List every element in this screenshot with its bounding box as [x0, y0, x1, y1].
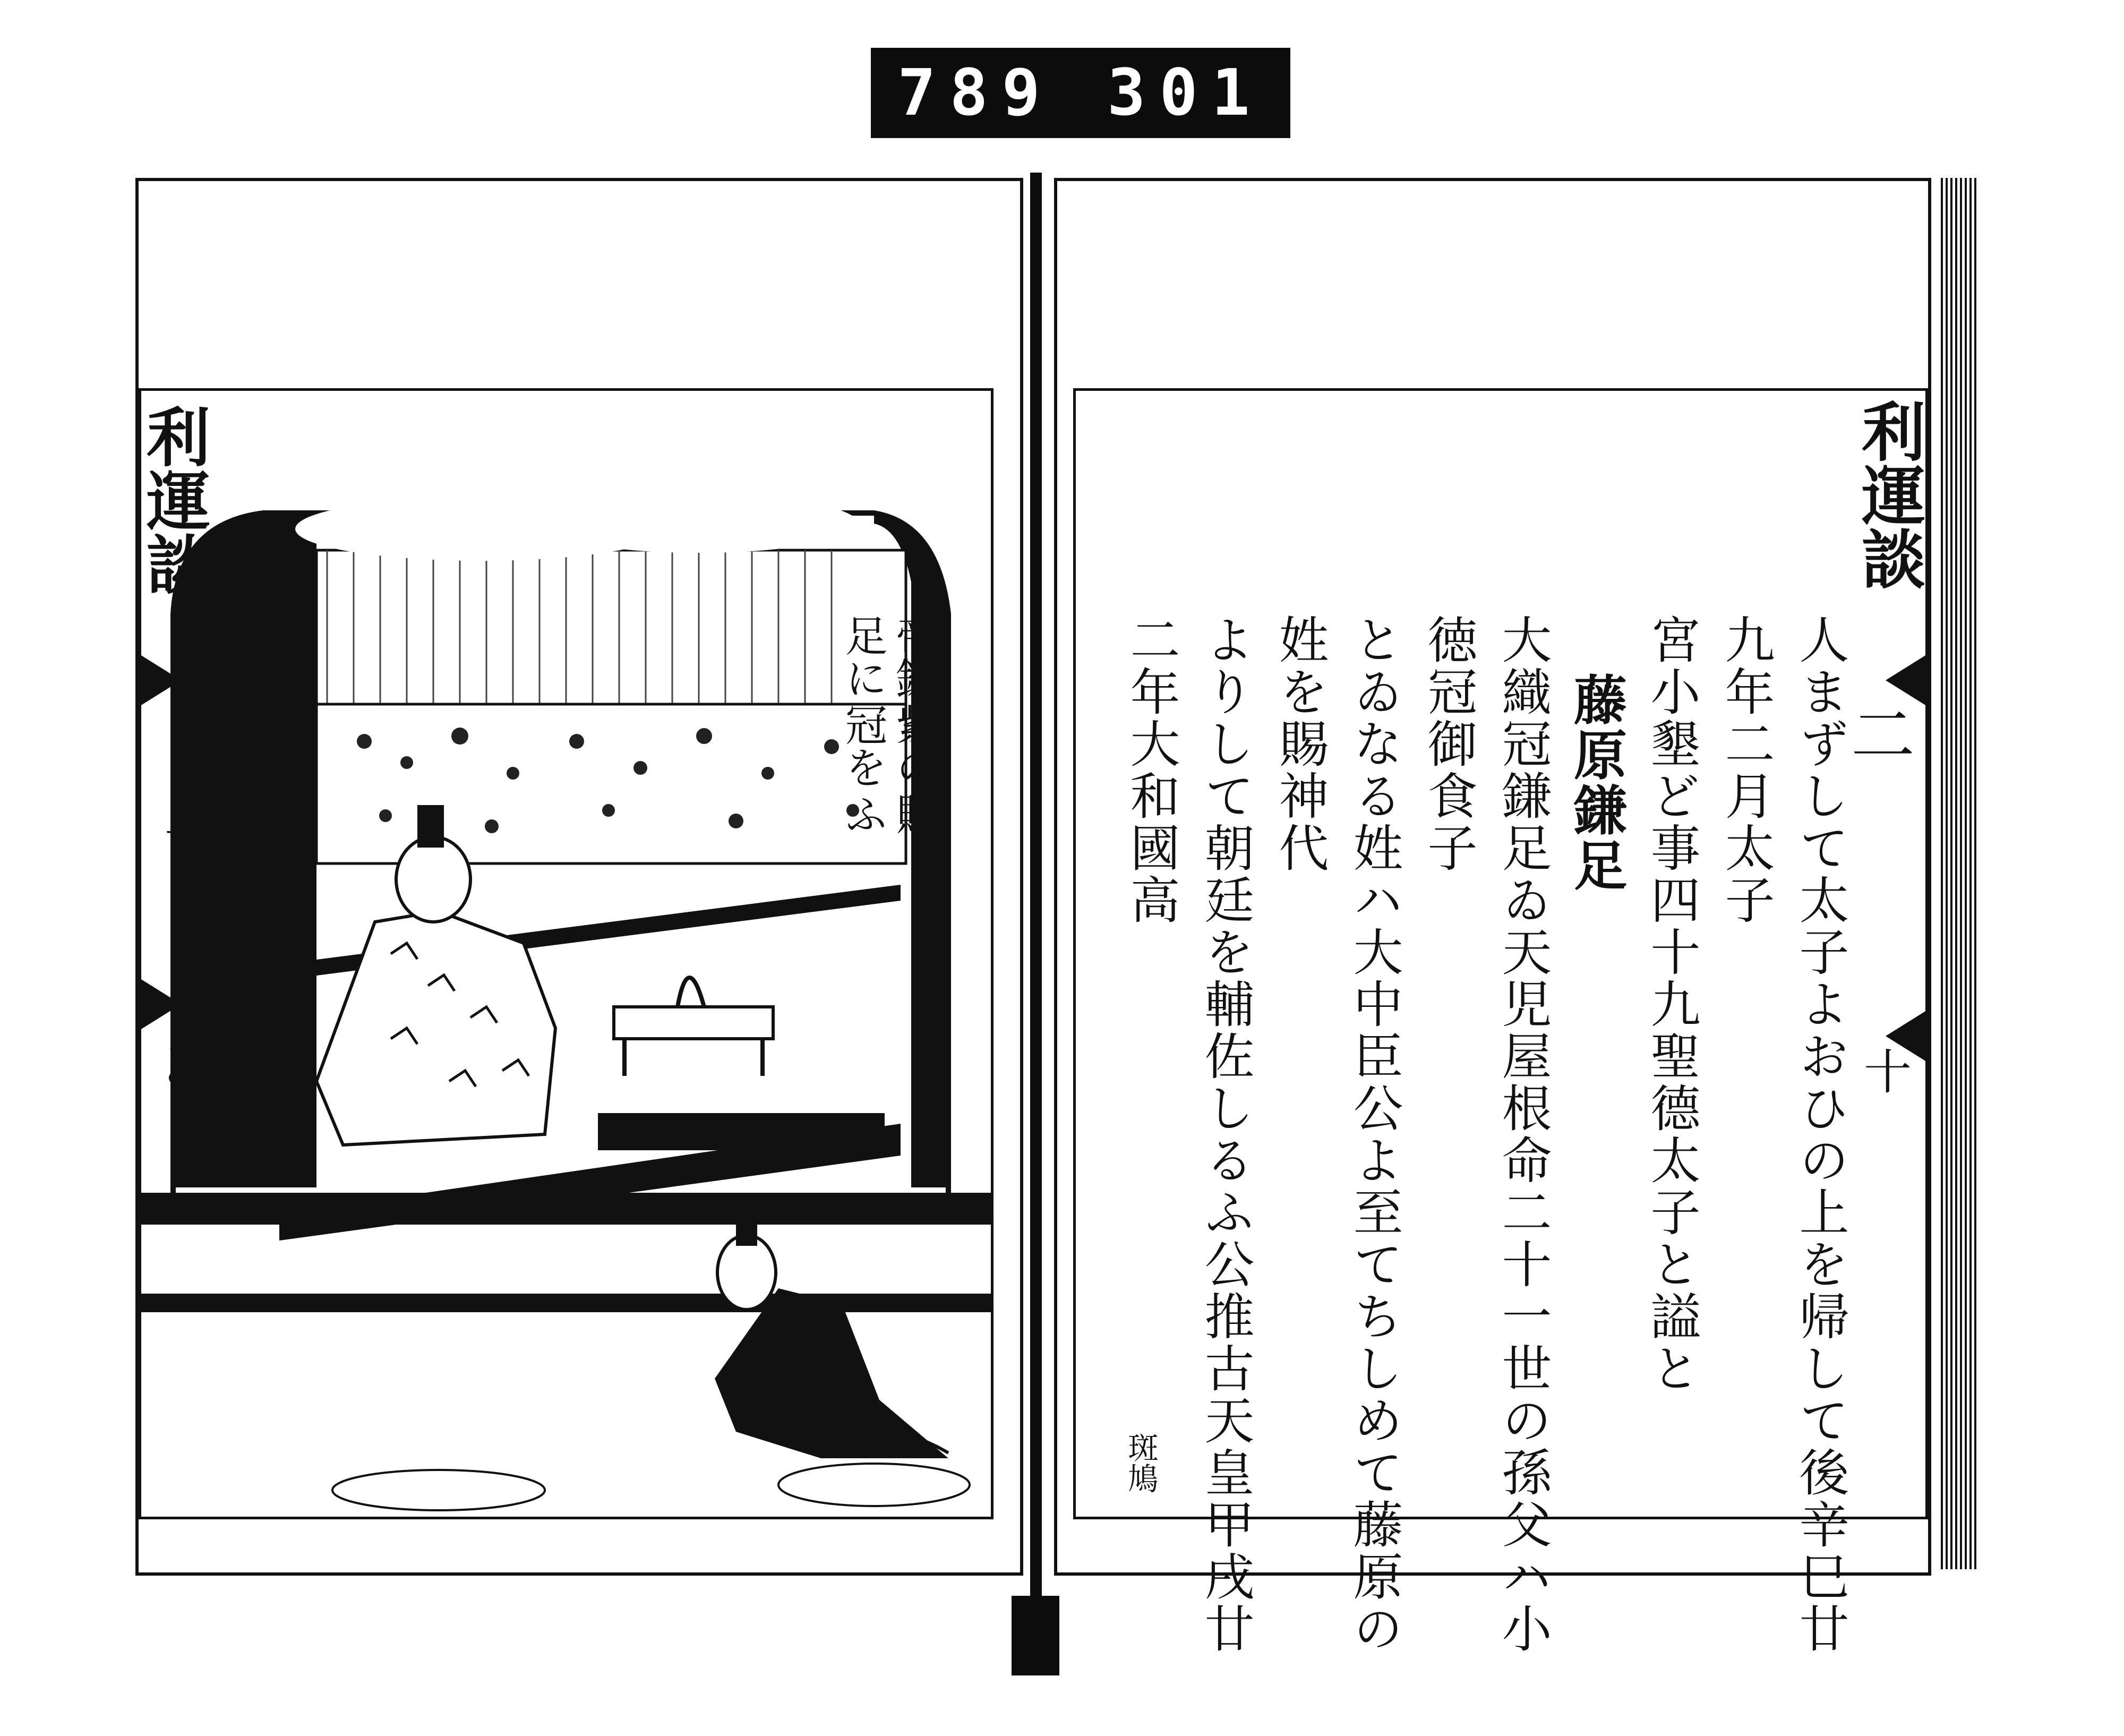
right-margin-title: 利運談	[1851, 399, 1926, 590]
left-page	[135, 178, 1023, 1576]
book-spine	[1030, 173, 1042, 1606]
left-margin-volume: 二	[153, 781, 227, 845]
text-line: よりして朝廷を輔佐しるふ公推古天皇甲戌廿二年大和國高	[1121, 614, 1254, 1655]
page-edges	[1941, 178, 1978, 1569]
left-margin-mark	[139, 654, 181, 707]
right-margin-volume: 二	[1840, 702, 1914, 765]
left-margin-title: 利運談	[136, 404, 211, 595]
text-line: 宮小墾ど事四十九聖德太子と謚と	[1642, 614, 1700, 1395]
right-page	[1054, 178, 1931, 1655]
catalog-number-left: 789	[897, 56, 1054, 130]
right-margin-mark	[1886, 654, 1928, 707]
court-illustration	[141, 391, 991, 1517]
illustration-caption	[837, 614, 939, 837]
open-book	[135, 178, 1983, 1655]
main-text	[1113, 614, 1856, 1703]
place-note: 斑鳩	[1123, 1432, 1159, 1493]
text-line: 人まずして太子よおひの上を帰して後辛巳廿九年二月太子	[1716, 614, 1848, 1655]
right-margin-folio: 十	[1855, 1047, 1911, 1094]
text-frame	[1073, 388, 1928, 1655]
catalog-number-right: 301	[1107, 56, 1264, 130]
caption-line: 帝鎌足に	[838, 614, 938, 699]
spine-tab	[1012, 1596, 1059, 1675]
left-margin-folio: 乙	[156, 1041, 212, 1089]
illustration-frame	[139, 388, 994, 1519]
section-heading: 藤原鎌足	[1565, 672, 1628, 893]
catalog-number-label	[871, 48, 1290, 138]
caption-line: 紫の冠を	[838, 703, 938, 788]
caption-line: 賜ふ	[838, 792, 938, 835]
text-line: とゐなる姓ハ大中臣公よ至てちしめて藤原の姓を賜神代	[1270, 614, 1402, 1655]
left-margin-mark	[139, 978, 181, 1031]
text-line: 大織冠鎌足ゐ天児屋根命二十一世の孫父ハ小徳冠御食子	[1419, 614, 1551, 1655]
